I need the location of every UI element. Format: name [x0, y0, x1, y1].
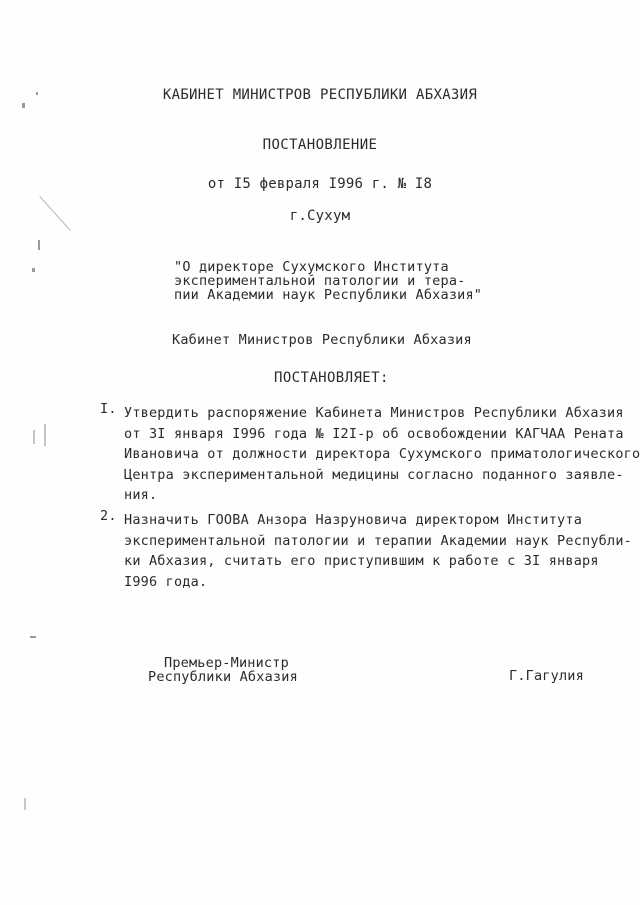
scan-mark — [32, 268, 35, 272]
scan-mark — [38, 240, 40, 250]
item-line: Центра экспериментальной медицины согласно поданного заявле- — [124, 466, 624, 483]
scan-mark — [24, 798, 26, 810]
decree-subject — [174, 260, 482, 302]
scan-mark — [36, 92, 38, 95]
scan-mark — [22, 103, 25, 108]
item-text — [124, 403, 640, 506]
item-line: экспериментальной патологии и терапии Академии наук Республи- — [124, 532, 632, 549]
item-line: ки Абхазия, считать его приступившим к работе с 3I января — [124, 553, 599, 569]
subject-line: пии Академии наук Республики Абхазия" — [174, 287, 483, 303]
scan-mark — [33, 430, 35, 444]
subject-line: экспериментальной патологии и тера- — [174, 273, 466, 289]
decree-date-line: от I5 февраля I996 г. № I8 — [207, 176, 433, 192]
signature-role — [148, 656, 298, 684]
scan-mark — [30, 636, 36, 638]
item-line: I996 года. — [124, 573, 208, 590]
item-line: ния. — [124, 487, 158, 503]
item-number: I. — [100, 401, 117, 417]
item-line: от 3I января I996 года № I2I-р об освобождении КАГЧАА Рената — [124, 425, 624, 442]
document-header: КАБИНЕТ МИНИСТРОВ РЕСПУБЛИКИ АБХАЗИЯ — [162, 87, 478, 103]
decree-title: ПОСТАНОВЛЕНИЕ — [262, 137, 378, 153]
item-number: 2. — [100, 508, 117, 524]
decree-resolves: ПОСТАНОВЛЯЕТ: — [274, 370, 389, 386]
scan-mark — [44, 424, 46, 446]
signature-name: Г.Гагулия — [509, 668, 584, 684]
subject-line: "О директоре Сухумского Института — [174, 259, 449, 275]
item-text — [124, 510, 632, 592]
item-line: Утвердить распоряжение Кабинета Министров Республики Абхазия — [124, 405, 624, 421]
signature-role-line: Республики Абхазия — [148, 669, 298, 685]
item-line: Ивановича от должности директора Сухумского приматологического — [124, 446, 640, 462]
signature-role-line: Премьер-Министр — [164, 655, 289, 671]
item-line: Назначить ГООВА Анзора Назруновича директором Института — [124, 512, 583, 528]
decree-issuer: Кабинет Министров Республики Абхазия — [172, 332, 472, 348]
decree-place: г.Сухум — [289, 208, 351, 224]
